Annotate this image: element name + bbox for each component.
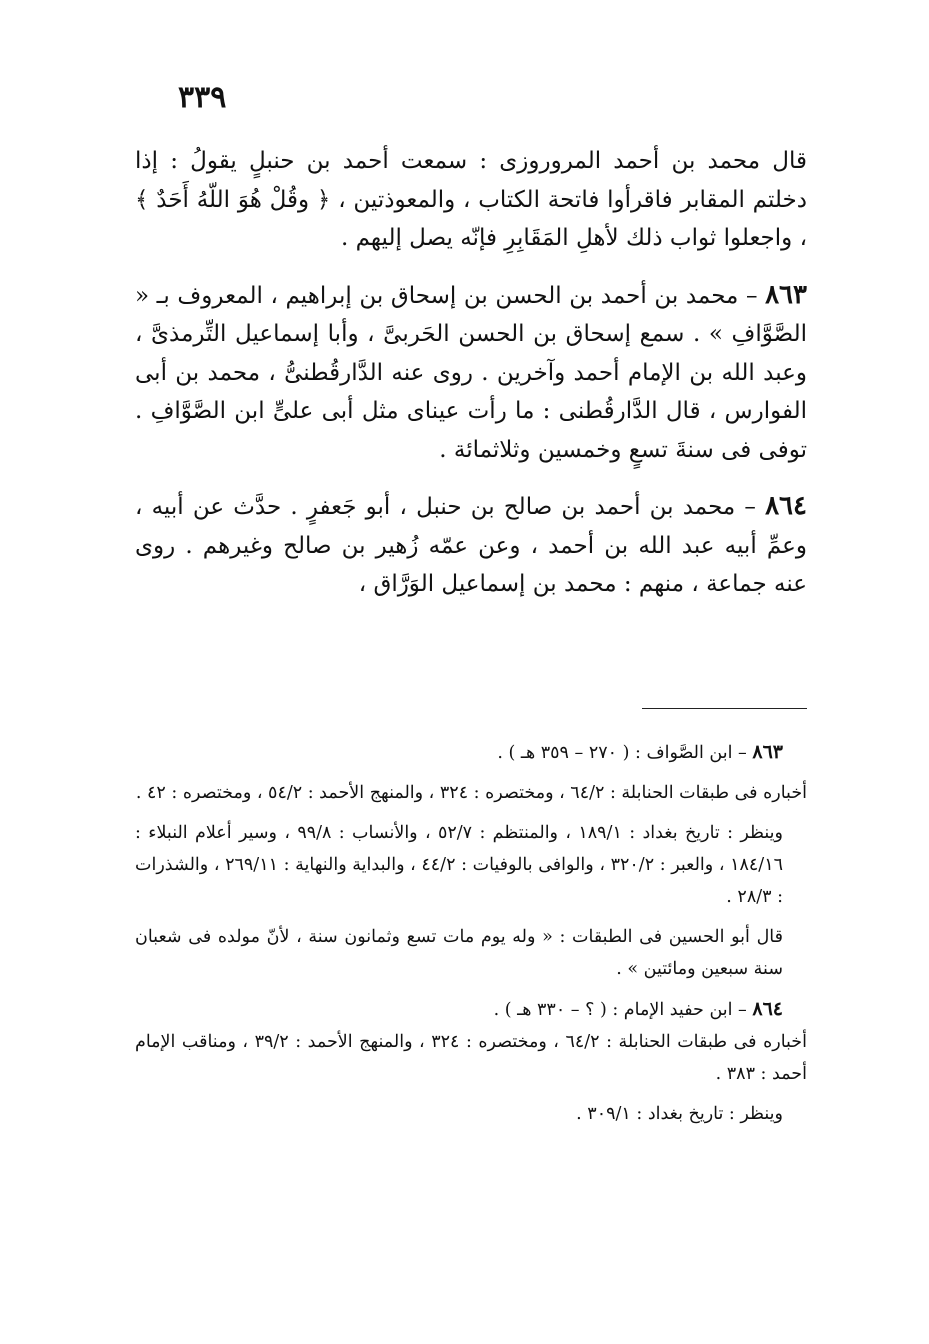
footnote-divider (642, 708, 807, 709)
footnote-863-quote: قال أبو الحسين فى الطبقات : « وله يوم مات تسع وثمانون سنة ، لأنّ مولده فى شعبان سنة سبعين ومائتين » . (135, 927, 783, 979)
main-text (135, 142, 807, 604)
entry-text: – محمد بن أحمد بن صالح بن حنبل ، أبو جَعفرٍ . حدَّث عن أبيه ، وعمِّ أبيه عبد الله بن أحمد ، وعن عمّه زُهير بن صالح وغيرهم . روى عنه جماعة ، منهم : محمد بن إسماعيل الوَرَّاق ، (135, 494, 807, 597)
entry-number: ٨٦٣ (765, 279, 807, 310)
footnote-number: ٨٦٤ (752, 998, 783, 1020)
page-number: ٣٣٩ (178, 80, 227, 115)
footnote-number: ٨٦٣ (752, 741, 783, 763)
footnote-863-header (135, 736, 807, 769)
footnote-863-references: وينظر : تاريخ بغداد : ١٨٩/١ ، والمنتظم : ٥٢/٧ ، والأنساب : ٩٩/٨ ، وسير أعلام النبلاء : ١٨٤/١٦ ، والعبر : ٣٢٠/٢ ، والوافى بالوفيات : ٤٤/٢ ، والبداية والنهاية : ٢٦٩/١١ ، والشذرات : ٢٨/٣ . (135, 823, 783, 907)
entry-863 (135, 276, 807, 470)
footnotes (135, 736, 807, 1130)
entry-number: ٨٦٤ (765, 491, 807, 521)
footnote-title: – ابن حفيد الإمام : ( ؟ – ٣٣٠ هـ ) . (493, 1000, 753, 1020)
footnote-863-sources: أخباره فى طبقات الحنابلة : ٦٤/٢ ، ومختصره : ٣٢٤ ، والمنهج الأحمد : ٥٤/٢ ، ومختصره : ٤٢ . (135, 783, 807, 803)
footnote-864-references: وينظر : تاريخ بغداد : ٣٠٩/١ . (576, 1104, 783, 1124)
entry-text: – محمد بن أحمد بن الحسن بن إسحاق بن إبراهيم ، المعروف بـ « الصَّوَّافِ » . سمع إسحاق بن الحسن الحَربىَّ ، وأبا إسماعيل التِّرمذىَّ ، وعبد الله بن الإمام أحمد وآخرين . روى عنه الدَّارقُطنىُّ ، محمد بن أبى الفوارس ، قال الدَّارقُطنى : ما رأت عيناى مثل أبى علىٍّ ابن الصَّوَّافِ . توفى فى سنةَ تسعٍ وخمسين وثلاثمائة . (135, 282, 807, 463)
footnote-864-sources: أخباره فى طبقات الحنابلة : ٦٤/٢ ، ومختصره : ٣٢٤ ، والمنهج الأحمد : ٣٩/٢ ، ومناقب الإمام أحمد : ٣٨٣ . (135, 1032, 807, 1084)
paragraph-ahmad-quote: قال محمد بن أحمد المروروزى : سمعت أحمد بن حنبلٍ يقولُ : إذا دخلتم المقابر فاقرأوا فاتحة الكتاب ، والمعوذتين ، ﴿ وقُلْ هُوَ اللّهُ أَحَدٌ ﴾ ، واجعلوا ثواب ذلك لأهلِ المَقَابِرِ فإنّه يصل إليهم . (135, 148, 807, 251)
footnote-864-header (135, 993, 807, 1026)
entry-864 (135, 487, 807, 604)
footnote-title: – ابن الصَّواف : ( ٢٧٠ – ٣٥٩ هـ ) . (497, 743, 753, 763)
